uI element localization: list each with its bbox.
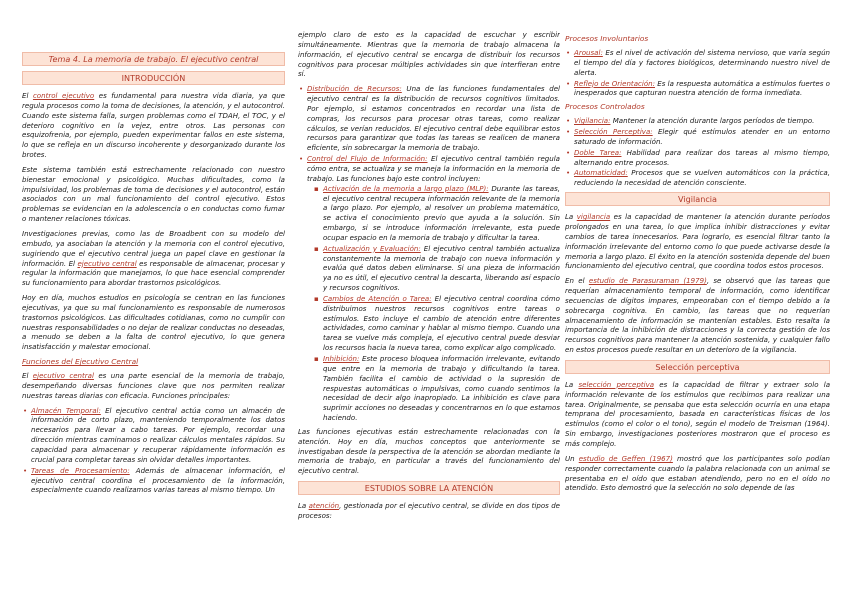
highlight-term: selección perceptiva <box>578 379 655 389</box>
paragraph: El control ejecutivo es fundamental para nuestra vida diaria, ya que regula procesos como la toma de decisiones, la atención, y el autocontrol. Cuando este sistema falla, surgen problemas como el TDAH, el TOC, y el deterioro cognitivo en la vejez, entre otros. Las personas con esquizofrenia, por ejemplo, pueden experimentar fallos en este sistema, lo que se refleja en un discurso incoherente y desorganizado durante los brotes. <box>22 91 285 160</box>
square-bullet-icon: ▪ <box>314 354 319 363</box>
square-bullet-icon: ▪ <box>314 293 319 303</box>
document-title: Tema 4. La memoria de trabajo. El ejecutivo central <box>22 52 285 66</box>
highlight-term: control ejecutivo <box>32 91 95 100</box>
section-heading-estudios: ESTUDIOS SOBRE LA ATENCIÓN <box>298 481 560 495</box>
bullet-icon: • <box>566 116 571 126</box>
bullet-icon: • <box>566 147 571 157</box>
paragraph: Las funciones ejecutivas están estrechamente relacionadas con la atención. Hoy en día, muchos conceptos que anteriormente se investigaban desde la perspectiva de la atención se abordan mediante la memoria de trabajo, en particular a través del funcionamiento del ejecutivo central. <box>298 426 560 476</box>
list-item: • Distribución de Recursos: Una de las funciones fundamentales del ejecutivo central es la distribución de recursos cognitivos limitados. Por ejemplo, si estamos concentrados en recordar una lista de compras, los recursos para procesar otras tareas, como realizar cálculos, se verían reducidos. El ejecutivo central debe equilibrar estos recursos para garantizar que todas las tareas se realicen de manera eficiente, sin sobrecargar la memoria de trabajo. <box>299 84 560 153</box>
bullet-list <box>565 116 830 188</box>
nested-list <box>313 184 560 423</box>
list-item: ▪ Inhibición: Este proceso bloquea información irrelevante, evitando que entre en la memoria de trabajo y dificultando la tarea. También facilita el cambio de actividad o la supresión de respuestas automáticas o impulsivas, como cuando sentimos la necesidad de decir algo inapropiado. La inhibición es clave para suprimir acciones no deseadas y concentrarnos en lo que estamos haciendo. <box>314 354 560 423</box>
bullet-list <box>565 48 830 98</box>
section-heading-vigilancia: Vigilancia <box>565 192 830 206</box>
bullet-icon: • <box>566 78 571 88</box>
list-item: • Doble Tarea: Habilidad para realizar dos tareas al mismo tiempo, alternando entre procesos. <box>566 147 830 167</box>
list-item: • Control del Flujo de Información: El ejecutivo central también regula cómo entra, se actualiza y se maneja la información en la memoria de trabajo. Las funciones bajo este control incluyen: ▪ Activación de la memoria a largo plazo (MLP): Durante las tareas, el ejecutivo central recupera información relevante de la memoria a largo plazo. Por ejemplo, al resolver un problema matemático, se activa el conocimiento previo que ayuda a la solución. Sin embargo, si se introduce información irrelevante, esta puede ocupar espacio en la memoria de trabajo y dificultar la tarea. ▪ Actualización y Evaluación: El ejecutivo central también actualiza constantemente la memoria de trabajo con nueva información y evalúa qué datos deben eliminarse. Si una pieza de información ya no es útil, el ejecutivo central la descarta, liberando así espacio y recursos cognitivos. ▪ Cambios de Atención o Tarea: El ejecutivo central coordina cómo distribuimos nuestros recursos cognitivos entre tareas o estímulos. Esto incluye el cambio de atención entre diferentes actividades, como caminar y hablar al mismo tiempo. Cuando una tarea se vuelve más compleja, el ejecutivo central puede desviar los recursos hacia la nueva tarea, como explicar algo complicado. ▪ Inhibición: Este proceso bloquea información irrelevante, evitando que entre en la memoria de trabajo y dificultando la tarea. También facilita el cambio de actividad o la supresión de respuestas automáticas o impulsivas, como cuando sentimos la necesidad de decir algo inapropiado. La inhibición es clave para suprimir acciones no deseadas y concentrarnos en lo que estamos haciendo. <box>299 154 560 423</box>
bullet-icon: • <box>299 84 304 94</box>
bullet-icon: • <box>566 127 571 137</box>
list-item: ▪ Cambios de Atención o Tarea: El ejecutivo central coordina cómo distribuimos nuestros recursos cognitivos entre tareas o estímulos. Esto incluye el cambio de atención entre diferentes actividades, como caminar y hablar al mismo tiempo. Cuando una tarea se vuelve más compleja, el ejecutivo central puede desviar los recursos hacia la nueva tarea, como explicar algo complicado. <box>314 293 560 353</box>
bullet-icon: • <box>566 168 571 178</box>
square-bullet-icon: ▪ <box>314 183 319 193</box>
paragraph: En el estudio de Parasuraman (1979), se observó que las tareas que requerían almacenamiento temporal de información, como identificar secuencias de dígitos impares, empeoraban con el tiempo debido a la sobrecarga cognitiva. En cambio, las tareas que no requerían almacenamiento de información se mantenían estables. Esto resalta la importancia de la inhibición de distracciones y la correcta gestión de los recursos cognitivos para mantener la atención sostenida, y cualquier fallo en estos procesos puede resultar en un deterioro de la vigilancia. <box>565 276 830 355</box>
bullet-icon: • <box>299 154 304 164</box>
subheading-involuntarios: Procesos Involuntarios <box>565 34 649 43</box>
list-item: • Automaticidad: Procesos que se vuelven automáticos con la práctica, reduciendo la necesidad de atención consciente. <box>566 168 830 188</box>
list-item: ▪ Actualización y Evaluación: El ejecutivo central también actualiza constantemente la memoria de trabajo con nueva información y evalúa qué datos deben eliminarse. Si una pieza de información ya no es útil, el ejecutivo central la descarta, liberando así espacio y recursos cognitivos. <box>314 243 560 293</box>
highlight-term: estudio de Parasuraman (1979) <box>588 276 707 286</box>
bullet-icon: • <box>566 48 571 57</box>
list-item: • Vigilancia: Mantener la atención durante largos períodos de tiempo. <box>566 116 815 126</box>
paragraph: La atención, gestionada por el ejecutivo central, se divide en dos tipos de procesos: <box>298 501 560 520</box>
highlight-term: ejecutivo central <box>77 258 137 268</box>
list-item: • Reflejo de Orientación: Es la respuesta automática a estímulos fuertes o inesperados que capturan nuestra atención de forma inmediata. <box>566 78 830 98</box>
subheading-funciones: Funciones del Ejecutivo Central <box>22 357 139 367</box>
paragraph: ejemplo claro de esto es la capacidad de escuchar y escribir simultáneamente. Mientras que la memoria de trabajo almacena la información, el ejecutivo central se encarga de distribuir los recursos cognitivos para procesar múltiples actividades sin que interfieran entre sí. <box>298 30 560 79</box>
subheading-controlados: Procesos Controlados <box>565 102 645 112</box>
highlight-term: atención <box>308 501 340 511</box>
list-item: • Selección Perceptiva: Elegir qué estímulos atender en un entorno saturado de información. <box>566 127 830 146</box>
column-left <box>22 52 285 599</box>
column-right <box>565 30 830 599</box>
column-middle <box>298 30 560 599</box>
paragraph: Un estudio de Geffen (1967) mostró que los participantes solo podían responder correctamente cuando la palabra relacionada con un animal se presentaba en el oído que estaban atendiendo, pero no en el oído no atendido. Esto demostró que la selección no solo depende de las <box>565 453 830 493</box>
paragraph: Este sistema también está estrechamente relacionado con nuestro bienestar emocional y psicológico. Muchas dificultades, como la impulsividad, los problemas de toma de decisiones y el autocontrol, están asociados con un mal funcionamiento del control ejecutivo. Estos problemas se evidencian en la adolescencia o en conductas como fumar o mantener relaciones tóxicas. <box>22 164 285 224</box>
highlight-term: ejecutivo central <box>32 371 94 381</box>
highlight-term: vigilancia <box>576 212 611 222</box>
paragraph: El ejecutivo central es una parte esencial de la memoria de trabajo, desempeñando diversas funciones clave que nos permiten realizar nuestras tareas diarias con eficacia. Funciones principales: <box>22 371 285 400</box>
section-heading-seleccion: Selección perceptiva <box>565 360 830 374</box>
list-item: • Almacén Temporal: El ejecutivo central actúa como un almacén de información de corto plazo, manteniendo temporalmente los datos necesarios para llevar a cabo tareas. Por ejemplo, recordar una dirección mientras caminamos o realizar cálculos mentales rápidos. Su capacidad para almacenar y recuperar rápidamente información es crucial para completar tareas sin olvidar detalles importantes. <box>23 405 285 464</box>
bullet-icon: • <box>23 405 28 415</box>
bullet-icon: • <box>23 465 28 475</box>
bullet-list <box>298 84 560 423</box>
square-bullet-icon: ▪ <box>314 243 319 253</box>
list-item: • Tareas de Procesamiento: Además de almacenar información, el ejecutivo central coordina el procesamiento de la información, especialmente cuando realizamos varias tareas al mismo tiempo. Un <box>23 465 285 495</box>
list-item: ▪ Activación de la memoria a largo plazo (MLP): Durante las tareas, el ejecutivo central recupera información relevante de la memoria a largo plazo. Por ejemplo, al resolver un problema matemático, se activa el conocimiento previo que ayuda a la solución. Sin embargo, si se introduce información irrelevante, esta puede ocupar espacio en la memoria de trabajo y dificultar la tarea. <box>314 183 560 242</box>
section-heading-introduccion: INTRODUCCIÓN <box>22 71 285 85</box>
paragraph: Hoy en día, muchos estudios en psicología se centran en las funciones ejecutivas, ya que su mal funcionamiento es responsable de numerosos trastornos psicológicos. Las dificultades cotidianas, como no cumplir con nuestras responsabilidades o no dejar de realizar conductas no deseadas, a menudo se deben a la falta de control ejecutivo, lo que genera insatisfacción y malestar emocional. <box>22 293 285 352</box>
bullet-list <box>22 406 285 496</box>
paragraph: La selección perceptiva es la capacidad de filtrar y extraer solo la información relevante de los estímulos que recibimos para realizar una tarea. Originalmente, se pensaba que esta selección ocurría en una etapa temprana del procesamiento, basada en características físicas de los estímulos (como el color o el tono), según el modelo de Treisman (1964). Sin embargo, investigaciones posteriores mostraron que el proceso es más complejo. <box>565 379 830 448</box>
list-item: • Arousal: Es el nivel de activación del sistema nervioso, que varía según el tiempo del día y factores biológicos, determinando nuestro nivel de alerta. <box>566 48 830 77</box>
paragraph: La vigilancia es la capacidad de mantener la atención durante períodos prolongados en una tarea, lo que implica inhibir distracciones y evitar cambios de tarea innecesarios. Para lograrlo, es esencial filtrar tanto la información irrelevante del entorno como lo que puede activarse desde la memoria a largo plazo. El éxito en la atención sostenida depende del buen funcionamiento del ejecutivo central, que coordina todos estos procesos. <box>565 212 830 271</box>
paragraph: Investigaciones previas, como las de Broadbent con su modelo del embudo, ya asociaban la atención y la memoria con el control ejecutivo, sugiriendo que el ejecutivo central juega un papel clave en gestionar la información. El ejecutivo central es responsable de almacenar, procesar y regular la información que manejamos, lo que hace esencial comprender su funcionamiento para abordar trastornos psicológicos. <box>22 228 285 288</box>
highlight-term: estudio de Geffen (1967) <box>578 453 673 463</box>
